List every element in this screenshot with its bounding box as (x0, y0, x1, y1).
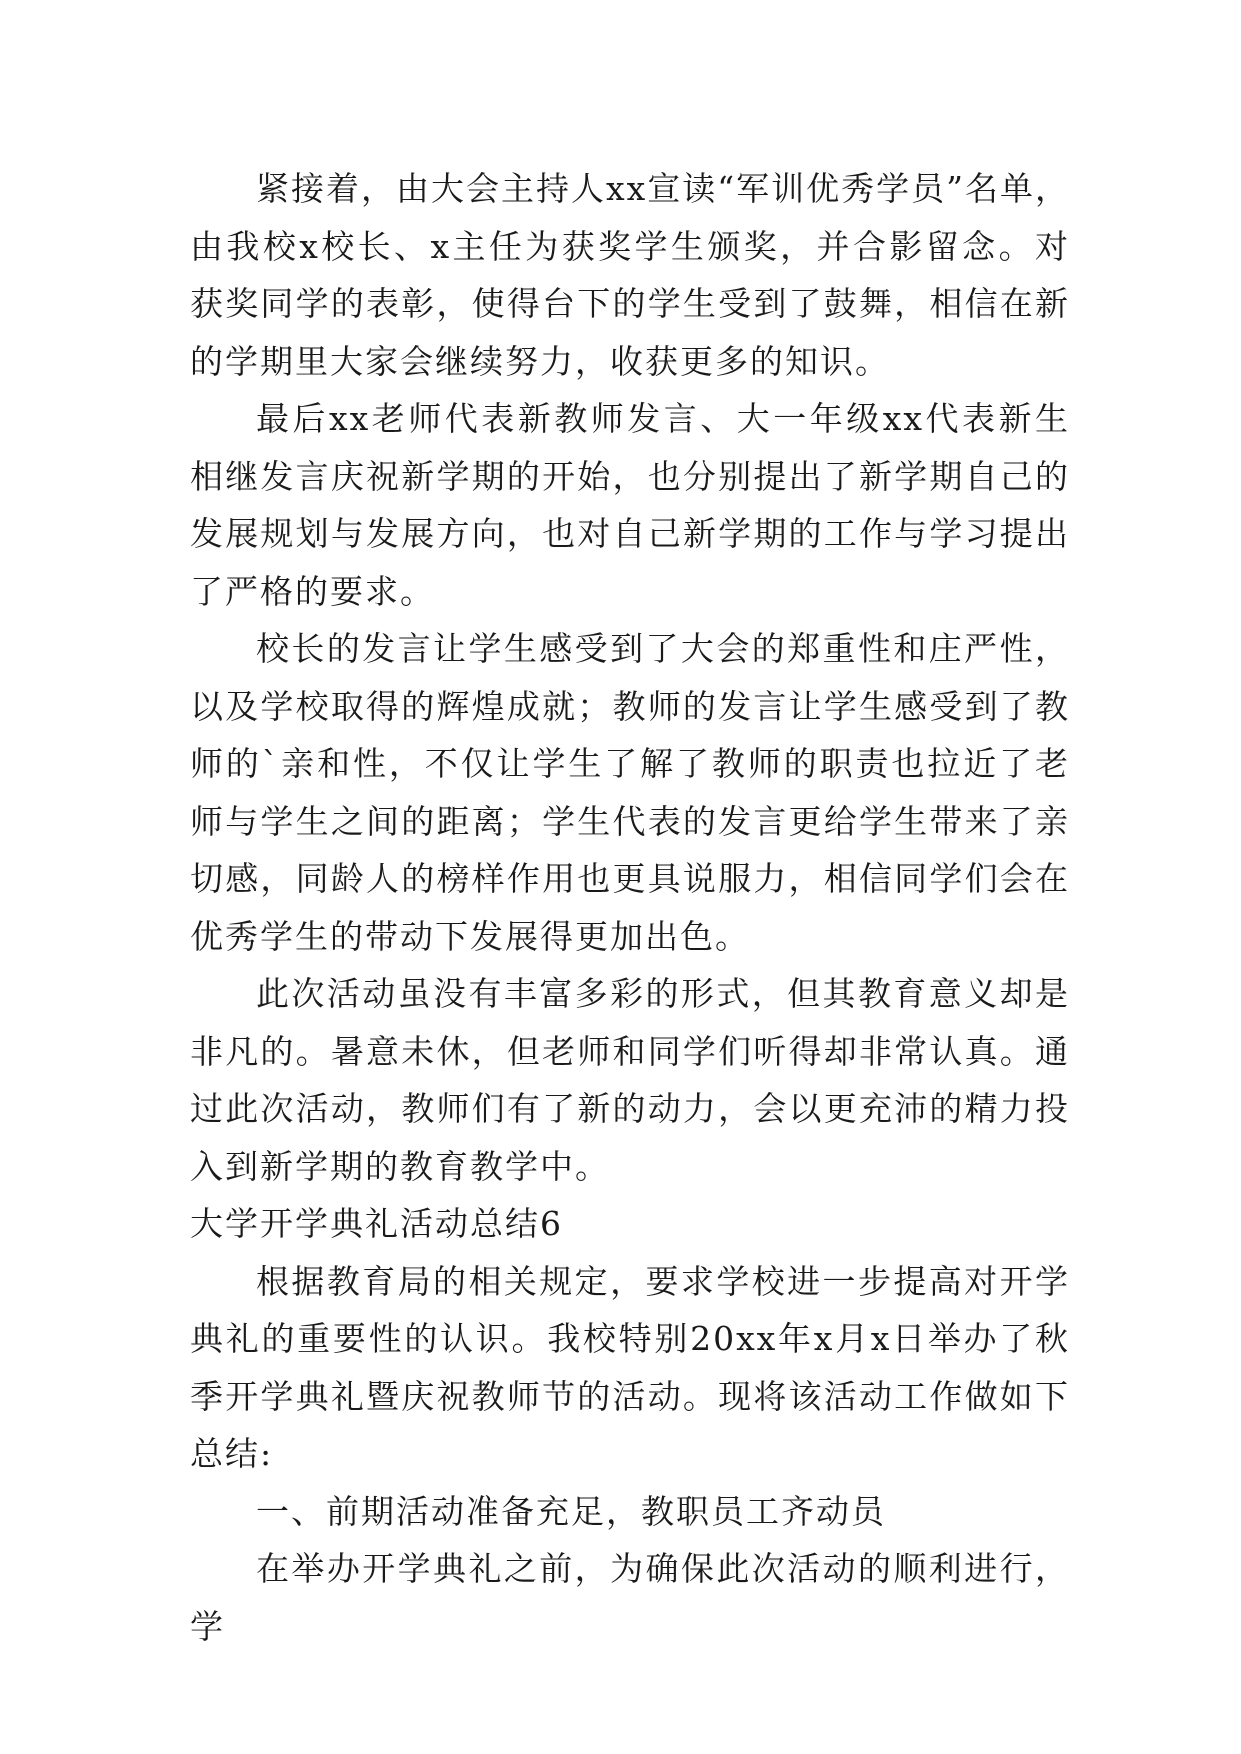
paragraph-activity-significance: 此次活动虽没有丰富多彩的形式，但其教育意义却是非凡的。暑意未休，但老师和同学们听得却非常认真。通过此次活动，教师们有了新的动力，会以更充沛的精力投入到新学期的教育教学中。 (190, 974, 1070, 1186)
paragraph-section-intro: 根据教育局的相关规定，要求学校进一步提高对开学典礼的重要性的认识。我校特别20xx年x月x日举办了秋季开学典礼暨庆祝教师节的活动。现将该活动工作做如下总结: (190, 1261, 1070, 1473)
paragraph-speech-effects: 校长的发言让学生感受到了大会的郑重性和庄严性，以及学校取得的辉煌成就；教师的发言让学生感受到了教师的`亲和性，不仅让学生了解了教师的职责也拉近了老师与学生之间的距离；学生代表的发言更给学生带来了亲切感，同龄人的榜样作用也更具说服力，相信同学们会在优秀学生的带动下发展得更加出色。 (190, 629, 1070, 956)
document-body (190, 160, 1070, 1655)
section-title: 大学开学典礼活动总结6 (190, 1204, 563, 1243)
paragraph-preparation: 在举办开学典礼之前，为确保此次活动的顺利进行，学 (190, 1549, 1070, 1646)
paragraph-subheading: 一、前期活动准备充足，教职员工齐动员 (256, 1491, 886, 1531)
paragraph-speeches: 最后xx老师代表新教师发言、大一年级xx代表新生相继发言庆祝新学期的开始，也分别提出了新学期自己的发展规划与发展方向，也对自己新学期的工作与学习提出了严格的要求。 (190, 399, 1070, 611)
paragraph-award-ceremony: 紧接着，由大会主持人xx宣读“军训优秀学员”名单，由我校x校长、x主任为获奖学生颁奖，并合影留念。对获奖同学的表彰，使得台下的学生受到了鼓舞，相信在新的学期里大家会继续努力，收获更多的知识。 (190, 169, 1070, 381)
